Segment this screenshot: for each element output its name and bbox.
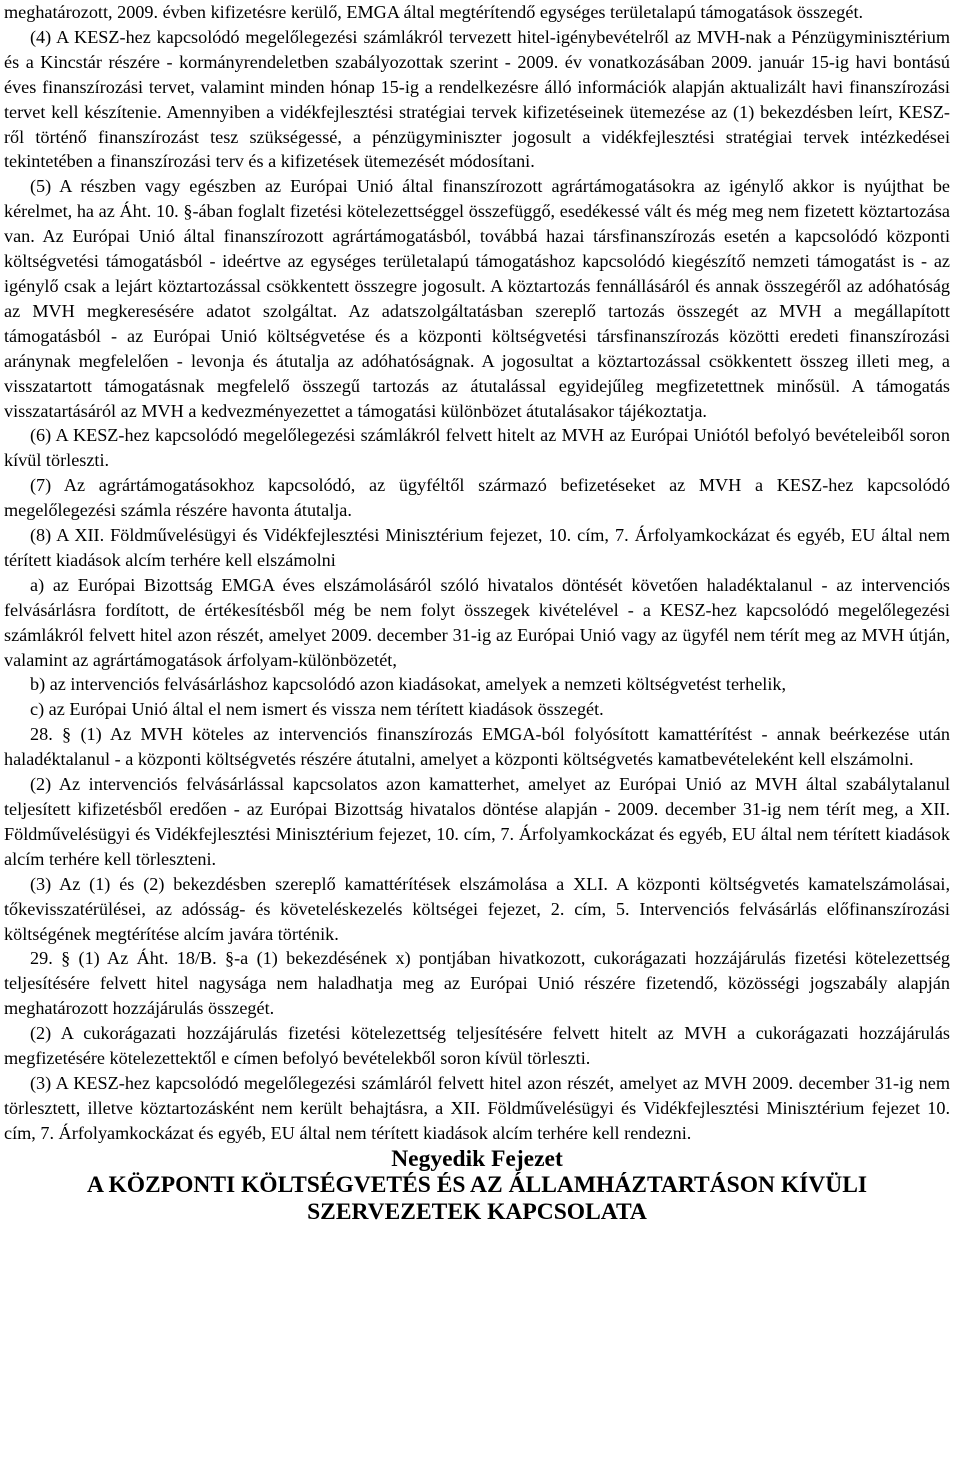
paragraph-28-1: 28. § (1) Az MVH köteles az intervenciós finanszírozás EMGA-ból folyósított kamattérítést - annak beérkezése után haladéktalanul - a központi költségvetés részére átutalni, amelyet a központi költségvetés kamatbevételeként kell elszámolni. xyxy=(4,724,950,770)
chapter-title-line-1: A KÖZPONTI KÖLTSÉGVETÉS ÉS AZ ÁLLAMHÁZTARTÁSON KÍVÜLI xyxy=(86,1171,868,1198)
paragraph-27-5: (5) A részben vagy egészben az Európai Unió által finanszírozott agrártámogatásokra az igénylő akkor is nyújthat be kérelmet, ha az Áht. 10. §-ában foglalt fizetési kötelezettséggel összefüggő, esedékessé vált és még meg nem fizetett köztartozása van. Az Európai Unió által finanszírozott agrártámogatásból, továbbá hazai társfinanszírozás esetén a kapcsolódó központi költségvetési támogatásból - ideértve az egységes területalapú támogatáshoz kapcsolódó kiegészítő nemzeti támogatást is - az igénylő csak a lejárt köztartozással csökkentett összegre jogosult. A köztartozás fennállásáról és annak összegéről az adóhatóság az MVH megkeresésére adatot szolgáltat. Az adatszolgáltatásban szereplő tartozás összegét az MVH a megállapított támogatásból - az Európai Unió költségvetése és a központi költségvetési társfinanszírozás közötti eredeti finanszírozási aránynak megfelelően - levonja és átutalja az adóhatóságnak. A jogosultat a köztartozással csökkentett összeg illeti meg, a visszatartott támogatásnak megfelelő összegű tartozás az átutalással egyidejűleg megfizetettnek minősül. A támogatás visszatartásáról az MVH a kedvezményezettet a támogatási különbözet átutalásakor tájékoztatja. xyxy=(4,176,950,421)
paragraph-27-7: (7) Az agrártámogatásokhoz kapcsolódó, az ügyféltől származó befizetéseket az MVH a KESZ-hez kapcsolódó megelőlegezési számla részére havonta átutalja. xyxy=(4,475,950,521)
paragraph-27-4: (4) A KESZ-hez kapcsolódó megelőlegezési számlákról tervezett hitel-igénybevételről az MVH-nak a Pénzügyminisztérium és a Kincstár részére - kormányrendeletben szabályozottak szerint - 2009. év vonatkozásában 2009. január 15-ig havi bontású éves finanszírozási tervet, valamint minden hónap 15-ig a rendelkezésre álló információk alapján aktualizált havi finanszírozási tervet kell készítenie. Amennyiben a vidékfejlesztési stratégiai tervek kifizetéseinek ütemezése az (1) bekezdésben leírt, KESZ-ről történő finanszírozást tesz szükségessé, a pénzügyminiszter jogosult a vidékfejlesztési stratégiai tervek intézkedései tekintetében a finanszírozási terv és a kifizetések ütemezését módosítani. xyxy=(4,26,950,172)
paragraph-27-8-a: a) az Európai Bizottság EMGA éves elszámolásáról szóló hivatalos döntését követően haladéktalanul - az intervenciós felvásárlásra fordított, de értékesítésből még be nem folyt összegek kivételével - a KESZ-hez kapcsolódó megelőlegezési számlákról felvett hitel azon részét, amelyet 2009. december 31-ig az Európai Unió vagy az ügyfél nem térít meg az MVH útján, valamint az agrártámogatások árfolyam-különbözetét, xyxy=(4,574,950,670)
paragraph-29-2: (2) A cukorágazati hozzájárulás fizetési kötelezettség teljesítésére felvett hitelt az MVH a cukorágazati hozzájárulás megfizetésére kötelezettektől e címen befolyó bevételekből soron kívül törleszti. xyxy=(4,1023,950,1069)
paragraph-27-6: (6) A KESZ-hez kapcsolódó megelőlegezési számlákról felvett hitelt az MVH az Európai Uniótól befolyó bevételeiből soron kívül törleszti. xyxy=(4,425,950,471)
document-page xyxy=(4,0,950,1226)
paragraph-27-8-b: b) az intervenciós felvásárláshoz kapcsolódó azon kiadásokat, amelyek a nemzeti költségvetést terhelik, xyxy=(30,674,787,695)
paragraph-28-3: (3) Az (1) és (2) bekezdésben szereplő kamattérítések elszámolása a XLI. A központi költségvetés kamatelszámolásai, tőkevisszatérülései, az adósság- és követeléskezelés költségei fejezet, 2. cím, 5. Intervenciós felvásárlás előfinanszírozási költségének megtérítése alcím javára történik. xyxy=(4,873,950,944)
paragraph-continuation: meghatározott, 2009. évben kifizetésre kerülő, EMGA által megtérítendő egységes területalapú támogatások összegét. xyxy=(4,2,864,22)
chapter-title-line-2: SZERVEZETEK KAPCSOLATA xyxy=(307,1198,647,1225)
paragraph-28-2: (2) Az intervenciós felvásárlással kapcsolatos azon kamatterhet, amelyet az Európai Unió az MVH által szabálytalanul teljesített kifizetésből eredően - az Európai Bizottság hivatalos döntése alapján - 2009. december 31-ig nem térít meg, a XII. Földművelésügyi és Vidékfejlesztési Minisztérium fejezet, 10. cím, 7. Árfolyamkockázat és egyéb, EU által nem térített kiadások alcím terhére kell törleszteni. xyxy=(4,774,950,869)
paragraph-29-1: 29. § (1) Az Áht. 18/B. §-a (1) bekezdésének x) pontjában hivatkozott, cukorágazati hozzájárulás fizetési kötelezettség teljesítésére felvett hitel nagysága nem haladhatja meg az Európai Unió részére fizetendő, közösségi jogszabály alapján meghatározott hozzájárulás összegét. xyxy=(4,948,950,1019)
paragraph-29-3: (3) A KESZ-hez kapcsolódó megelőlegezési számláról felvett hitel azon részét, amelyet az MVH 2009. december 31-ig nem törlesztett, illetve köztartozásként nem került behajtásra, a XII. Földművelésügyi és Vidékfejlesztési Minisztérium fejezet 10. cím, 7. Árfolyamkockázat és egyéb, EU által nem térített kiadások alcím terhére kell rendezni. xyxy=(4,1072,950,1143)
paragraph-27-8-c: c) az Európai Unió által el nem ismert és vissza nem térített kiadások összegét. xyxy=(30,699,604,720)
paragraph-27-8: (8) A XII. Földművelésügyi és Vidékfejlesztési Minisztérium fejezet, 10. cím, 7. Árfolyamkockázat és egyéb, EU által nem térített kiadások alcím terhére kell elszámolni xyxy=(4,525,950,570)
chapter-number-heading: Negyedik Fejezet xyxy=(391,1145,563,1172)
